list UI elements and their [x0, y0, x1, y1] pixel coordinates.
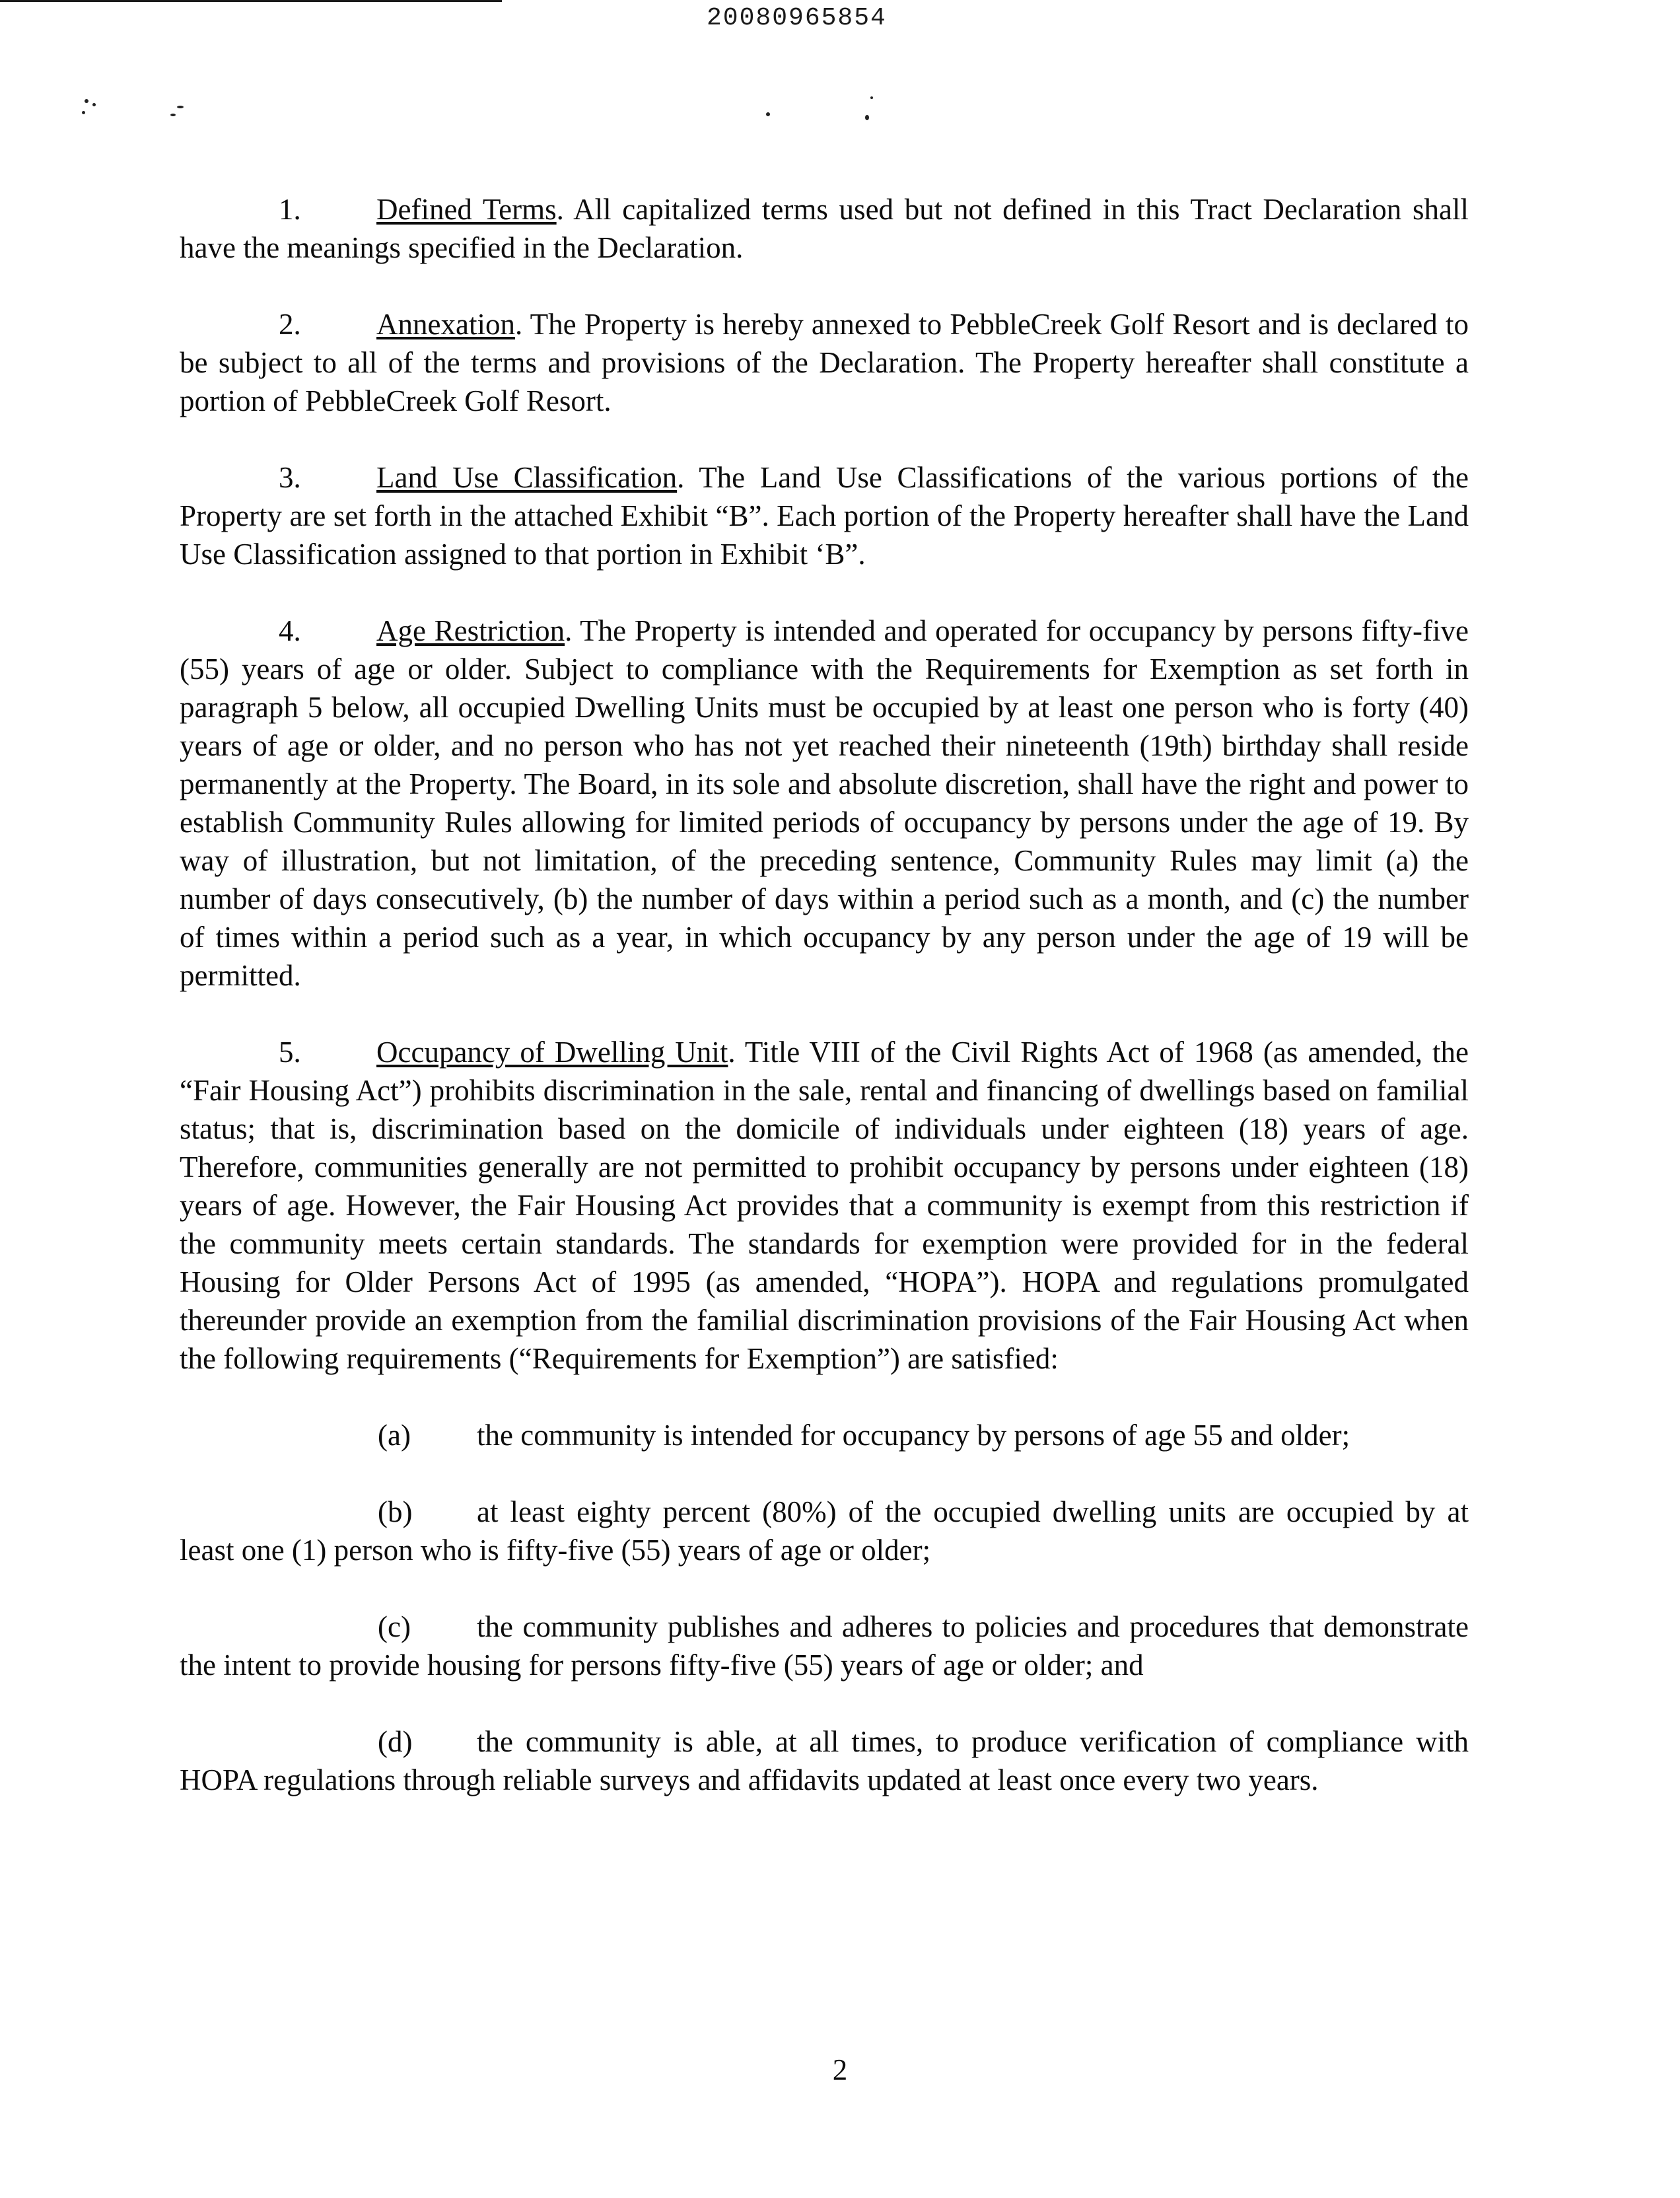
page-number: 2: [832, 2053, 848, 2086]
section-heading: Occupancy of Dwelling Unit: [376, 1036, 728, 1069]
section-number: 4.: [279, 614, 301, 647]
section-age-restriction: [180, 612, 1469, 995]
scan-speck: [170, 114, 176, 116]
subsection-text: at least eighty percent (80%) of the occupied dwelling units are occupied by at least one (1) person who is fifty-five (55) years of age or older;: [180, 1495, 1469, 1567]
subsection-label: (c): [378, 1610, 411, 1643]
subsection-text: the community is able, at all times, to produce verification of compliance with HOPA regulations through reliable surveys and affidavits updated at least once every two years.: [180, 1725, 1469, 1796]
section-heading: Age Restriction: [376, 614, 565, 647]
subsection-text: the community publishes and adheres to policies and procedures that demonstrate the intent to provide housing for persons fifty-five (55) years of age or older; and: [180, 1610, 1469, 1682]
section-text: . All capitalized terms used but not defined in this Tract Declaration shall have the meanings specified in the Declaration.: [180, 193, 1469, 264]
subsection-c: [180, 1608, 1469, 1684]
section-heading: Land Use Classification: [376, 461, 678, 494]
subsection-label: (b): [378, 1495, 413, 1528]
section-defined-terms: [180, 190, 1469, 267]
subsection-b: [180, 1493, 1469, 1569]
section-heading: Defined Terms: [376, 193, 557, 226]
subsection-text: the community is intended for occupancy by persons of age 55 and older;: [477, 1419, 1350, 1452]
scan-speck: [177, 106, 184, 108]
top-scan-rule: [0, 0, 502, 2]
section-text: . The Land Use Classifications of the various portions of the Property are set forth in the attached Exhibit “B”. Each portion of the Property hereafter shall have the Land Use Classification assigned to that portion in Exhibit ‘B”.: [180, 461, 1469, 571]
section-text: . Title VIII of the Civil Rights Act of 1968 (as amended, the “Fair Housing Act”) prohibits discrimination in the sale, rental and financing of dwellings based on familial status; that is, discrimination based on the domicile of individuals under eighteen (18) years of age. Therefore, communities generally are not permitted to prohibit occupancy by persons under eighteen (18) years of age. However, the Fair Housing Act provides that a community is exempt from this restriction if the community meets certain standards. The standards for exemption were provided for in the federal Housing for Older Persons Act of 1995 (as amended, “HOPA”). HOPA and regulations promulgated thereunder provide an exemption from the familial discrimination provisions of the Fair Housing Act when the following requirements (“Requirements for Exemption”) are satisfied:: [180, 1036, 1469, 1375]
subsection-label: (d): [378, 1725, 413, 1758]
scan-speck: [92, 103, 96, 106]
document-number: 20080965854: [707, 4, 887, 32]
section-land-use-classification: [180, 458, 1469, 573]
section-number: 5.: [279, 1036, 301, 1069]
section-number: 2.: [279, 308, 301, 341]
scan-speck: [766, 112, 770, 116]
section-text: . The Property is intended and operated for occupancy by persons fifty-five (55) years of age or older. Subject to compliance with the Requirements for Exemption as set forth in paragraph 5 below, all occupied Dwelling Units must be occupied by at least one person who is forty (40) years of age or older, and no person who has not yet reached their nineteenth (19th) birthday shall reside permanently at the Property. The Board, in its sole and absolute discretion, shall have the right and power to establish Community Rules allowing for limited periods of occupancy by persons under the age of 19. By way of illustration, but not limitation, of the preceding sentence, Community Rules may limit (a) the number of days consecutively, (b) the number of days within a period such as a month, and (c) the number of times within a period such as a year, in which occupancy by any person under the age of 19 will be permitted.: [180, 614, 1469, 992]
section-number: 1.: [279, 193, 301, 226]
scan-speck: [865, 115, 869, 120]
subsection-a: [180, 1416, 1469, 1454]
section-occupancy-of-dwelling-unit: [180, 1033, 1469, 1378]
section-number: 3.: [279, 461, 301, 494]
subsection-d: [180, 1722, 1469, 1799]
scan-speck: [82, 111, 85, 114]
document-body: [180, 190, 1469, 1837]
subsection-label: (a): [378, 1419, 411, 1452]
section-text: . The Property is hereby annexed to PebbleCreek Golf Resort and is declared to be subject to all of the terms and provisions of the Declaration. The Property hereafter shall constitute a portion of PebbleCreek Golf Resort.: [180, 308, 1469, 417]
section-annexation: [180, 305, 1469, 420]
scan-speck: [85, 99, 88, 103]
scan-speck: [870, 96, 873, 99]
section-heading: Annexation: [376, 308, 515, 341]
